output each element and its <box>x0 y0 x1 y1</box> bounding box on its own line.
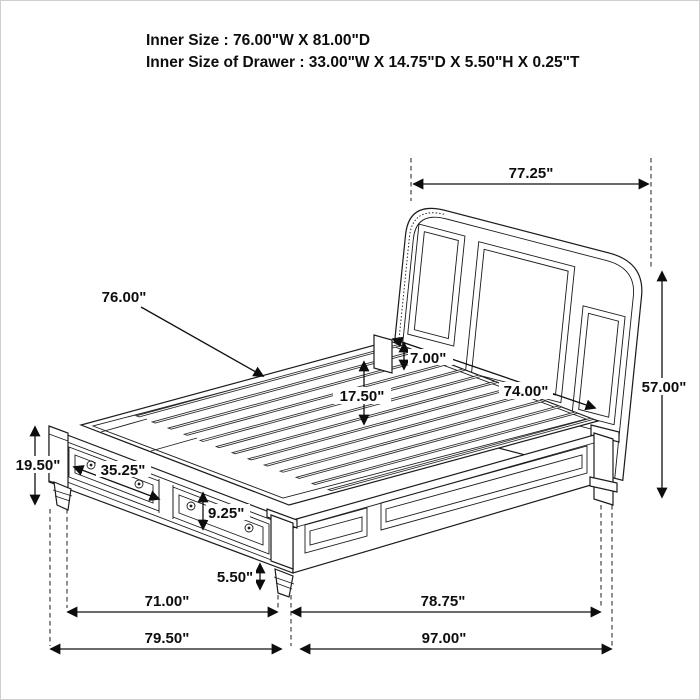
drawer-1-knob-right-dot <box>138 483 141 486</box>
inner-drawer-size-text: Inner Size of Drawer : 33.00"W X 14.75"D X 5.50"H X 0.25"T <box>146 54 580 71</box>
dim-headboard-height-label: 57.00" <box>641 379 687 396</box>
diagram-svg <box>1 1 700 700</box>
dim-slat-length-label: 76.00" <box>101 289 147 306</box>
dim-overall-length-label: 97.00" <box>421 630 467 647</box>
corner-post <box>271 515 293 569</box>
drawer-2-knob-left-dot <box>190 505 193 508</box>
dim-slat-section-label: 17.50" <box>339 388 385 405</box>
dim-headboard-width-label: 77.25" <box>508 165 554 182</box>
title-block <box>146 32 580 71</box>
dim-side-rail-span-label: 78.75" <box>420 593 466 610</box>
dim-slat-length-leader <box>141 307 263 376</box>
dim-footboard-span-label: 71.00" <box>144 593 190 610</box>
inner-size-text: Inner Size : 76.00"W X 81.00"D <box>146 32 371 49</box>
dim-headboard-bottom-label: 74.00" <box>503 383 549 400</box>
headboard-right-leg <box>594 433 613 505</box>
dim-drawer-width-label: 35.25" <box>100 462 146 479</box>
dim-overall-width-label: 79.50" <box>144 630 190 647</box>
dim-foot-height-label: 5.50" <box>216 569 254 586</box>
dim-drawer-height-label: 9.25" <box>208 505 245 522</box>
headboard-left-leg <box>374 335 392 373</box>
dim-offset-label: 7.00" <box>410 350 447 367</box>
dim-footboard-height-label: 19.50" <box>15 457 61 474</box>
drawer-1-knob-left-dot <box>90 464 93 467</box>
drawer-2-knob-right-dot <box>248 527 251 530</box>
